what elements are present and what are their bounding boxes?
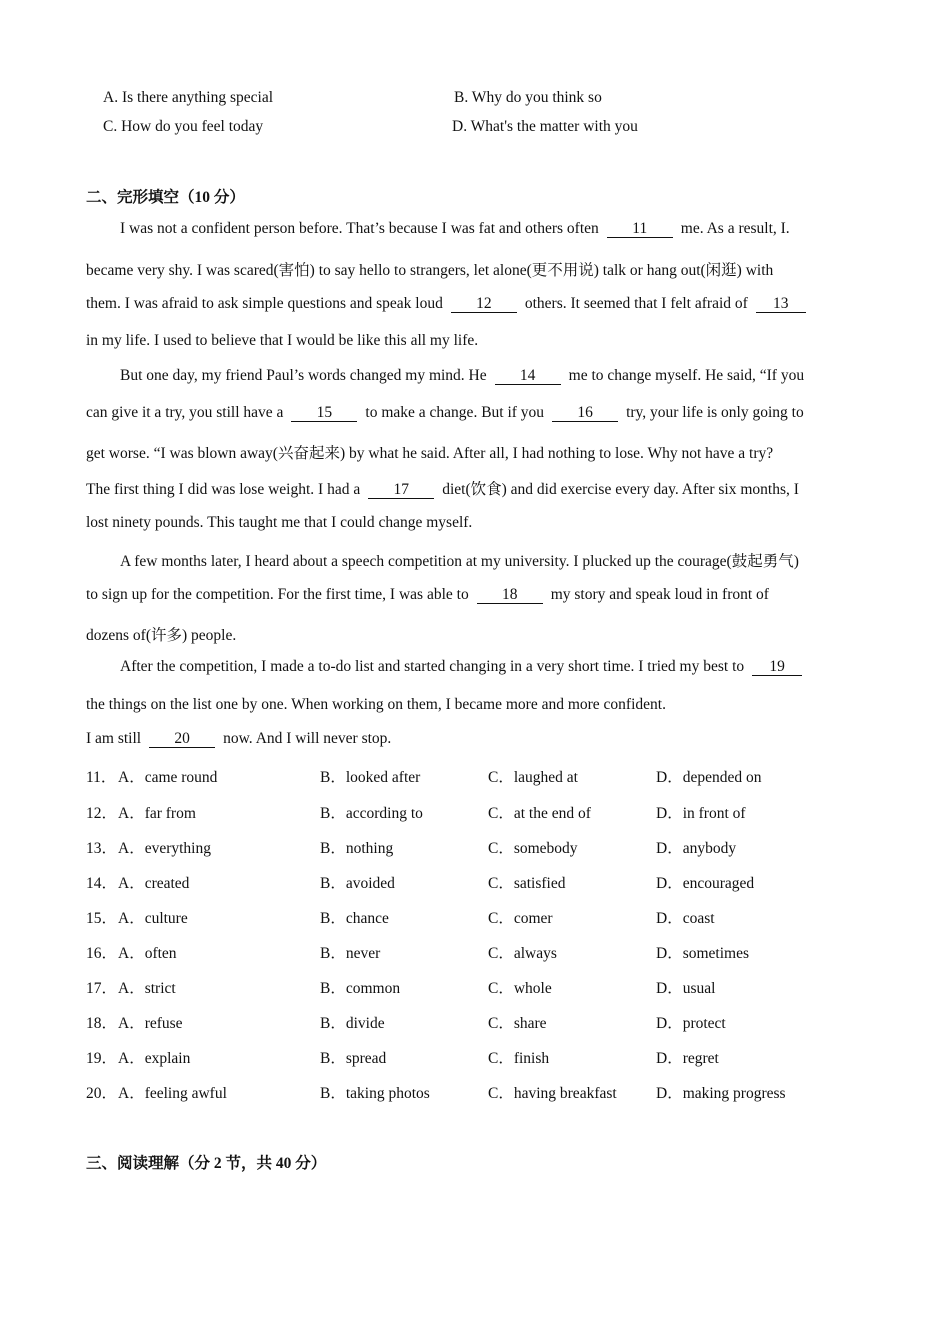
passage-text: diet(饮食) and did exercise every day. After six months, I [442,481,799,498]
choice-c: C．having breakfast [488,1085,617,1102]
passage-line [86,586,769,604]
passage-line [120,549,799,571]
blank-19: 19 [752,659,802,676]
choice-d: D．making progress [656,1085,786,1102]
passage-line [86,514,472,532]
choice-b: B．nothing [320,840,394,857]
question-number: 19． [86,1050,118,1067]
option-c: C. How do you feel today [103,118,264,135]
question-number: 17． [86,980,118,997]
section-heading-reading: 三、阅读理解（分 2 节，共 40 分） [86,1155,327,1172]
passage-line [86,332,478,350]
choice-a: A．strict [118,980,176,997]
passage-text: me. As a result, I. [680,220,790,237]
passage-text: After the competition, I made a to-do list and started changing in a very short time. I tried my best to [120,658,745,675]
passage-text: in my life. I used to believe that I would be like this all my life. [86,332,479,349]
passage-text: lost ninety pounds. This taught me that I could change myself. [86,514,473,531]
choice-d: D．protect [656,1015,726,1032]
passage-line [120,220,790,238]
passage-text: I am still [86,730,142,747]
passage-text: The first thing I did was lose weight. I had a [86,481,361,498]
passage-line [86,404,804,422]
choice-b: B．taking photos [320,1085,430,1102]
passage-line [86,258,773,280]
passage-line [86,477,799,499]
question-number: 13． [86,840,118,857]
choice-a: A．created [118,875,190,892]
choice-b: B．divide [320,1015,385,1032]
question-number: 14． [86,875,118,892]
choice-b: B．avoided [320,875,395,892]
passage-line [86,441,773,463]
question-number: 18． [86,1015,118,1032]
passage-text: I was not a confident person before. That’s because I was fat and others often [120,220,599,237]
choice-c: C．finish [488,1050,550,1067]
choice-b: B．looked after [320,769,421,786]
choice-a: A．refuse [118,1015,183,1032]
blank-14: 14 [495,368,561,385]
choice-a: A．everything [118,840,211,857]
choice-d: D．regret [656,1050,719,1067]
passage-text: them. I was afraid to ask simple questions and speak loud [86,295,443,312]
passage-text: my story and speak loud in front of [550,586,769,603]
blank-12: 12 [451,296,517,313]
question-number: 12． [86,805,118,822]
passage-line [86,295,810,313]
passage-text: to sign up for the competition. For the first time, I was able to [86,586,469,603]
passage-text: became very shy. I was scared(害怕) to say hello to strangers, let alone(更不用说) talk or hang out(闲逛) with [86,262,774,279]
choice-b: B．common [320,980,401,997]
passage-text: dozens of(许多) people. [86,627,237,644]
choice-a: A．often [118,945,177,962]
choice-d: D．in front of [656,805,746,822]
choice-c: C．whole [488,980,552,997]
option-d: D. What's the matter with you [452,118,638,135]
choice-c: C．comer [488,910,553,927]
choice-b: B．chance [320,910,389,927]
blank-20: 20 [149,731,215,748]
choice-d: D．encouraged [656,875,755,892]
passage-text: to make a change. But if you [365,404,545,421]
passage-text: But one day, my friend Paul’s words changed my mind. He [120,367,487,384]
blank-18: 18 [477,587,543,604]
choice-d: D．anybody [656,840,737,857]
passage-line [120,367,804,385]
passage-text: me to change myself. He said, “If you [568,367,805,384]
choice-d: D．sometimes [656,945,749,962]
blank-15: 15 [291,405,357,422]
passage-text: try, your life is only going to [626,404,804,421]
blank-16: 16 [552,405,618,422]
choice-b: B．spread [320,1050,387,1067]
choice-a: A．feeling awful [118,1085,227,1102]
choice-c: C．share [488,1015,547,1032]
passage-text: get worse. “I was blown away(兴奋起来) by what he said. After all, I had nothing to lose. Why not have a try? [86,445,774,462]
question-number: 20． [86,1085,118,1102]
choice-b: B．never [320,945,381,962]
passage-text: the things on the list one by one. When working on them, I became more and more confident. [86,696,666,713]
choice-a: A．came round [118,769,218,786]
passage-text: others. It seemed that I felt afraid of [524,295,748,312]
choice-a: A．explain [118,1050,191,1067]
choice-a: A．culture [118,910,188,927]
option-b: B. Why do you think so [454,89,602,106]
choice-c: C．satisfied [488,875,566,892]
choice-c: C．at the end of [488,805,591,822]
choice-d: D．coast [656,910,715,927]
choice-d: D．depended on [656,769,762,786]
passage-line [120,658,806,676]
question-number: 11． [86,769,117,786]
question-number: 15． [86,910,118,927]
blank-11: 11 [607,221,673,238]
blank-13: 13 [756,296,806,313]
section-heading-cloze: 二、完形填空（10 分） [86,189,245,206]
passage-line [86,696,666,714]
blank-17: 17 [368,482,434,499]
choice-c: C．always [488,945,557,962]
passage-text: A few months later, I heard about a speech competition at my university. I plucked up the courage(鼓起勇气) [120,553,799,570]
question-number: 16． [86,945,118,962]
passage-text: now. And I will never stop. [223,730,392,747]
passage-line [86,623,236,645]
option-a: A. Is there anything special [103,89,274,106]
choice-b: B．according to [320,805,423,822]
choice-c: C．laughed at [488,769,578,786]
choice-c: C．somebody [488,840,578,857]
passage-text: can give it a try, you still have a [86,404,284,421]
choice-d: D．usual [656,980,716,997]
passage-line [86,730,391,748]
choice-a: A．far from [118,805,196,822]
